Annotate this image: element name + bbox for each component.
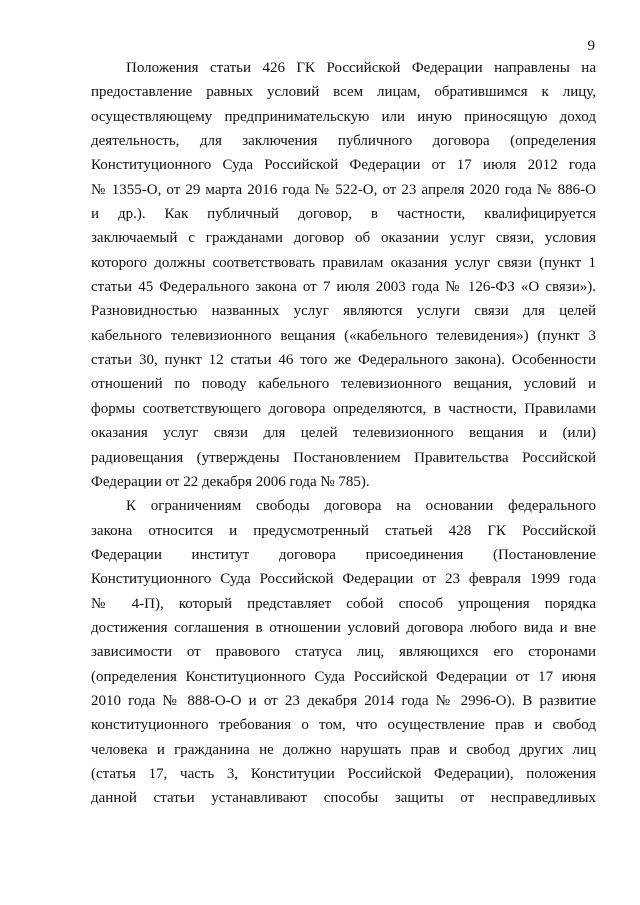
text-line: (статья 17, часть 3, Конституции Российской Федерации), положения (91, 765, 596, 782)
text-line: достижения соглашения в отношении условий договора любого вида и вне (91, 619, 596, 636)
paragraph-1 (91, 56, 596, 494)
text-line: статьи 30, пункт 12 статьи 46 того же Федерального закона). Особенности (91, 352, 596, 369)
text-line: Конституционного Суда Российской Федерации от 17 июля 2012 года (91, 157, 596, 174)
text-line: Разновидностью названных услуг являются услуги связи для целей (91, 303, 596, 320)
text-line: Федерации институт договора присоединения (Постановление (91, 546, 596, 563)
text-line: отношений по поводу кабельного телевизионного вещания, условий и (91, 376, 596, 393)
text-line: деятельность, для заключения публичного договора (определения (91, 133, 596, 150)
text-line: данной статьи устанавливают способы защиты от несправедливых (91, 790, 596, 807)
text-line: закона относится и предусмотренный статьей 428 ГК Российской (91, 522, 596, 539)
document-body (91, 56, 596, 811)
text-line: зависимости от правового статуса лиц, являющихся его сторонами (91, 644, 596, 661)
text-line: № 4-П), который представляет собой способ упрощения порядка (91, 595, 596, 612)
text-line: Положения статьи 426 ГК Российской Федерации направлены на (126, 60, 596, 76)
text-line: предоставление равных условий всем лицам, обратившимся к лицу, (91, 84, 596, 101)
text-line: 2010 года № 888-О-О и от 23 декабря 2014 года № 2996-О). В развитие (91, 692, 596, 709)
text-line: Конституционного Суда Российской Федерации от 23 февраля 1999 года (91, 571, 596, 588)
text-line: (определения Конституционного Суда Российской Федерации от 17 июня (91, 668, 596, 685)
text-line: которого должны соответствовать правилам оказания услуг связи (пункт 1 (91, 254, 596, 271)
page-number: 9 (587, 38, 595, 54)
text-line: К ограничениям свободы договора на основании федерального (126, 498, 596, 515)
text-line: человека и гражданина не должно нарушать прав и свобод других лиц (91, 741, 596, 758)
text-line: статьи 45 Федерального закона от 7 июля 2003 года № 126-ФЗ «О связи»). (91, 279, 596, 296)
text-line: формы соответствующего договора определяются, в частности, Правилами (91, 400, 596, 417)
paragraph-2 (91, 494, 596, 810)
text-line: оказания услуг связи для целей телевизионного вещания и (или) (91, 425, 596, 442)
text-line: и др.). Как публичный договор, в частности, квалифицируется (91, 206, 596, 223)
text-line: кабельного телевизионного вещания («кабельного телевидения») (пункт 3 (91, 327, 596, 344)
text-line: заключаемый с гражданами договор об оказании услуг связи, условия (91, 230, 596, 247)
text-line: Федерации от 22 декабря 2006 года № 785). (91, 473, 370, 490)
text-line: № 1355-О, от 29 марта 2016 года № 522-О, от 23 апреля 2020 года № 886-О (91, 181, 596, 198)
text-line: осуществляющему предпринимательскую или иную приносящую доход (91, 108, 596, 125)
text-line: радиовещания (утверждены Постановлением Правительства Российской (91, 449, 596, 466)
text-line: конституционного требования о том, что осуществление прав и свобод (91, 717, 596, 734)
